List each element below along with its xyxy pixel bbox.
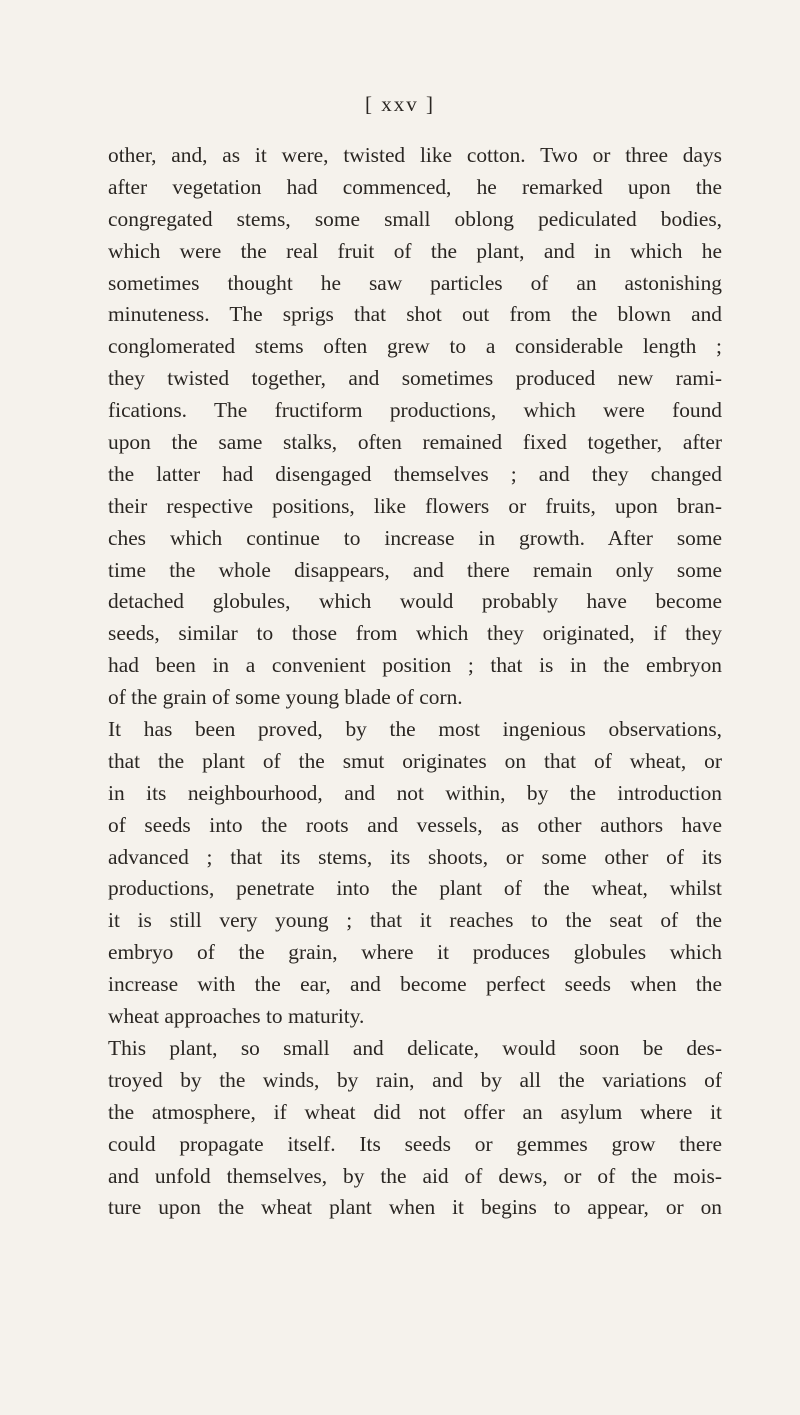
text-line: This plant, so small and delicate, would soon be des- — [108, 1035, 722, 1060]
text-line: It has been proved, by the most ingenious observations, — [108, 717, 722, 742]
text-line: ches which continue to increase in growth. After some — [108, 525, 722, 550]
text-line: upon the same stalks, often remained fixed together, after — [108, 430, 722, 455]
text-line: seeds, similar to those from which they originated, if they — [108, 621, 722, 646]
text-line: fications. The fructiform productions, which were found — [108, 398, 722, 423]
text-line: productions, penetrate into the plant of the wheat, whilst — [108, 876, 722, 901]
text-line: wheat approaches to maturity. — [108, 1004, 365, 1029]
text-line: embryo of the grain, where it produces globules which — [108, 940, 722, 965]
text-line: ture upon the wheat plant when it begins to appear, or on — [108, 1195, 722, 1220]
text-line: advanced ; that its stems, its shoots, or some other of its — [108, 844, 722, 869]
text-line: troyed by the winds, by rain, and by all the variations of — [108, 1067, 722, 1092]
text-line: and unfold themselves, by the aid of dews, or of the mois- — [108, 1163, 722, 1188]
text-line: in its neighbourhood, and not within, by the introduction — [108, 780, 722, 805]
text-line: they twisted together, and sometimes produced new rami- — [108, 366, 722, 391]
text-line: which were the real fruit of the plant, and in which he — [108, 238, 722, 263]
text-line: of the grain of some young blade of corn. — [108, 685, 463, 710]
text-line: the atmosphere, if wheat did not offer an asylum where it — [108, 1099, 722, 1124]
text-line: time the whole disappears, and there remain only some — [108, 557, 722, 582]
body-text — [108, 140, 722, 1224]
text-line: detached globules, which would probably have become — [108, 589, 722, 614]
text-line: minuteness. The sprigs that shot out from the blown and — [108, 302, 722, 327]
page-number: [ xxv ] — [365, 92, 435, 116]
text-line: their respective positions, like flowers or fruits, upon bran- — [108, 493, 722, 518]
text-line: increase with the ear, and become perfect seeds when the — [108, 972, 722, 997]
text-line: it is still very young ; that it reaches to the seat of the — [108, 908, 722, 933]
text-line: other, and, as it were, twisted like cotton. Two or three days — [108, 143, 722, 167]
text-line: sometimes thought he saw particles of an astonishing — [108, 270, 722, 295]
text-line: had been in a convenient position ; that is in the embryon — [108, 653, 722, 678]
text-line: congregated stems, some small oblong pediculated bodies, — [108, 206, 722, 231]
text-line: that the plant of the smut originates on that of wheat, or — [108, 748, 722, 773]
text-line: of seeds into the roots and vessels, as other authors have — [108, 812, 722, 837]
text-line: conglomerated stems often grew to a considerable length ; — [108, 334, 722, 359]
text-line: after vegetation had commenced, he remarked upon the — [108, 174, 722, 199]
text-line: the latter had disengaged themselves ; and they changed — [108, 461, 722, 486]
text-line: could propagate itself. Its seeds or gemmes grow there — [108, 1131, 722, 1156]
